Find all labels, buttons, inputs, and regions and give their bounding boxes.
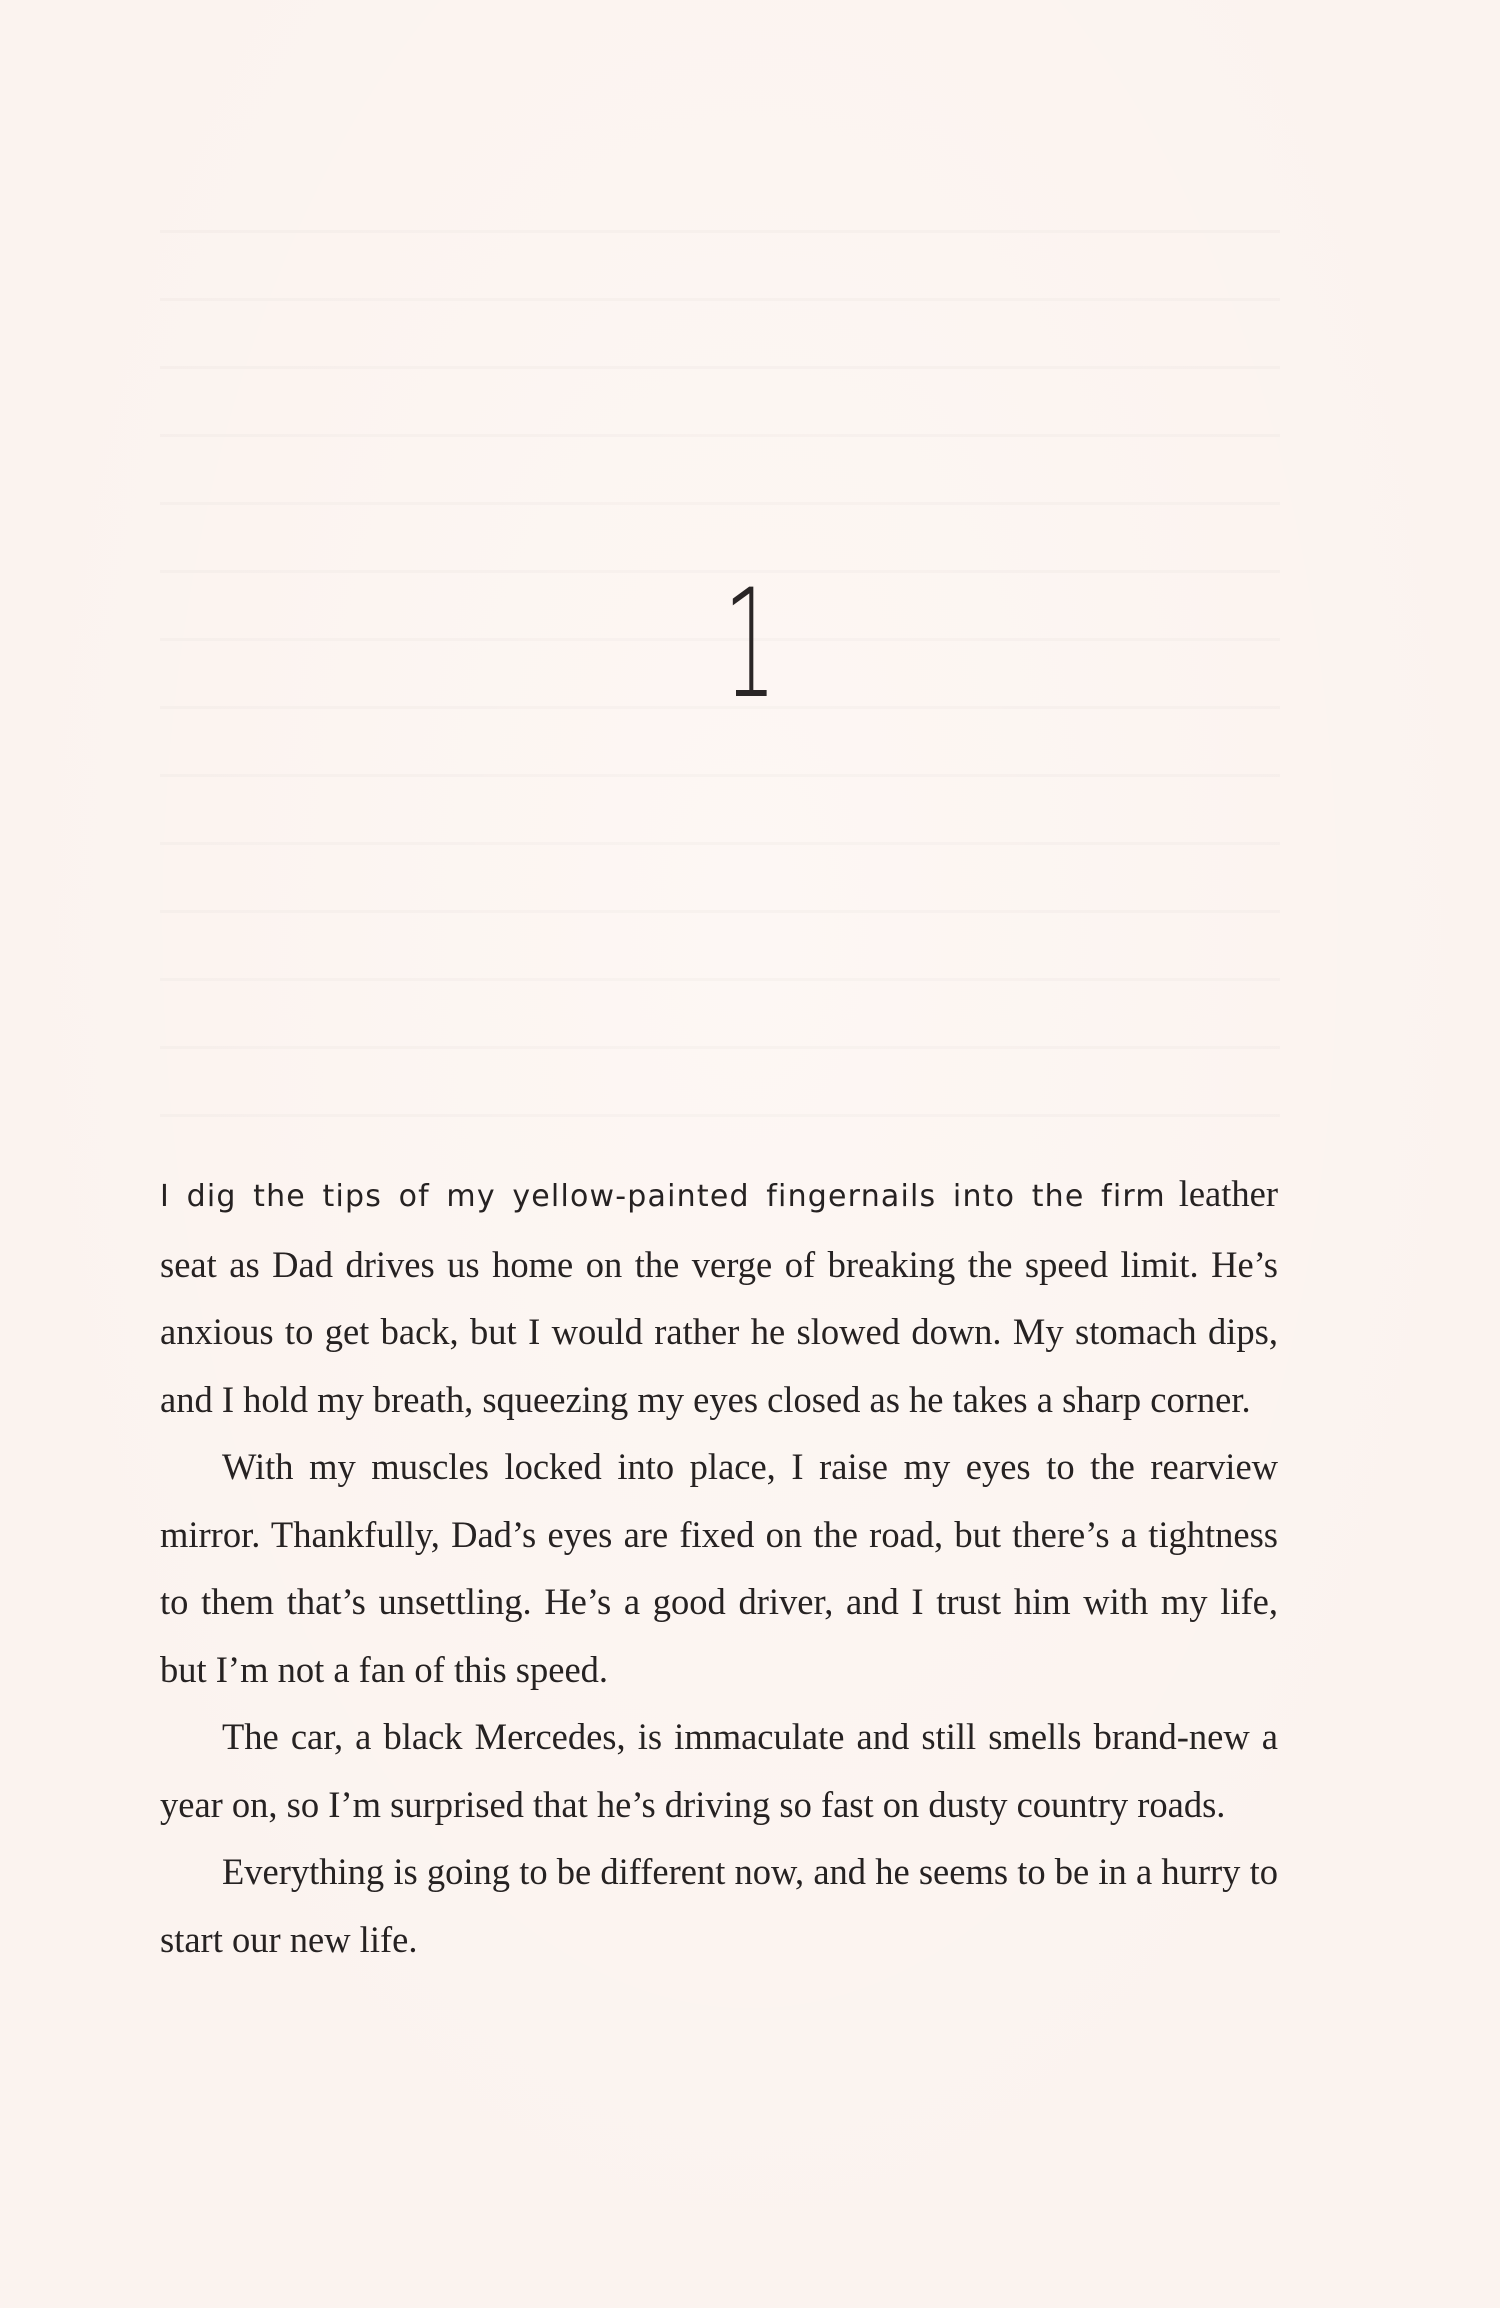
bleed-through-line (160, 298, 1280, 301)
bleed-through-line (160, 978, 1280, 981)
bleed-through-line (160, 434, 1280, 437)
chapter-number: 1 (723, 558, 777, 732)
bleed-through-line (160, 502, 1280, 505)
paragraph-3: The car, a black Mercedes, is immaculate and still smells brand-new a year on, so I’m surprised that he’s driving so fast on dusty country roads. (160, 1716, 1278, 1825)
bleed-through-line (160, 366, 1280, 369)
paragraph-4: Everything is going to be different now, and he seems to be in a hurry to start our new life. (160, 1851, 1278, 1960)
bleed-through-line (160, 1114, 1280, 1117)
bleed-through-line (160, 842, 1280, 845)
bleed-through-line (160, 910, 1280, 913)
paragraph-1 (160, 1160, 1278, 1433)
lead-in-text: I dig the tips of my yellow-painted fingernails into the firm (160, 1179, 1166, 1214)
bleed-through-line (160, 774, 1280, 777)
paragraph-2: With my muscles locked into place, I raise my eyes to the rearview mirror. Thankfully, Dad’s eyes are fixed on the road, but there’s a tightness to them that’s unsettling. He’s a good driver, and I trust him with my life, but I’m not a fan of this speed. (160, 1446, 1278, 1690)
chapter-body (160, 1160, 1278, 1973)
bleed-through-line (160, 1046, 1280, 1049)
bleed-through-line (160, 230, 1280, 233)
paragraph-text: leather seat as Dad drives us home on the verge of breaking the speed limit. He’s anxious to get back, but I would rather he slowed down. My stomach dips, and I hold my breath, squeezing my eyes closed as he takes a sharp corner. (160, 1173, 1278, 1420)
